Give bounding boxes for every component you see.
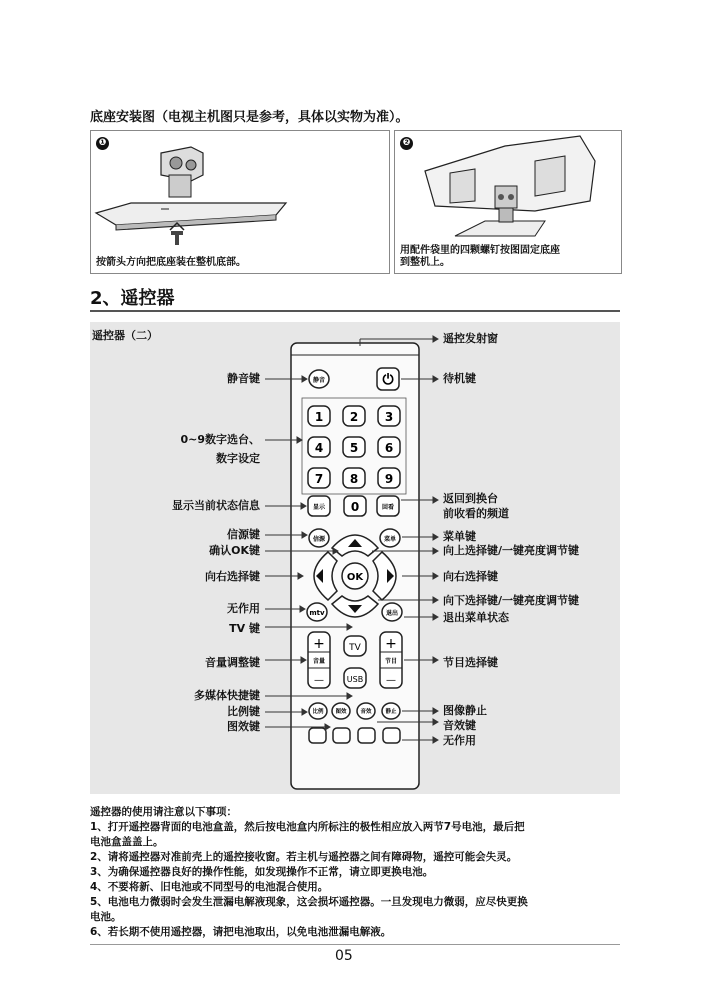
label-ratio: 比例键 [227, 705, 260, 718]
label-return-2: 前收看的频道 [443, 507, 509, 520]
arrow-icon [433, 614, 438, 620]
label-media: 多媒体快捷键 [194, 689, 260, 702]
arrow-icon [433, 573, 438, 579]
label-program: 节目选择键 [443, 656, 498, 669]
digit-button[interactable] [343, 437, 365, 457]
mtv-button-label: mtv [309, 609, 325, 617]
power-button[interactable] [377, 368, 399, 390]
arrow-icon [433, 708, 438, 714]
label-sound: 音效键 [443, 719, 476, 732]
arrow-icon [433, 497, 438, 503]
digit-label: 7 [314, 472, 324, 486]
note-line: 5、电池电力微弱时会发生泄漏电解液现象，这会损坏遥控器。一旦发现电力微弱，应尽快更换 [90, 896, 528, 908]
label-ok: 确认OK键 [209, 544, 260, 557]
label-mute: 静音键 [227, 372, 260, 385]
figure-number: ❶ [96, 137, 109, 150]
digit-label: 6 [384, 441, 394, 455]
mute-button[interactable] [309, 370, 329, 388]
figure-1-caption: 按箭头方向把底座装在整机底部。 [96, 257, 246, 268]
figure-2-caption-line2: 到整机上。 [400, 257, 450, 268]
usage-notes [90, 805, 630, 940]
source-button[interactable] [309, 529, 329, 547]
blank-button[interactable] [383, 728, 400, 743]
digit-pad [308, 406, 400, 488]
digit-button[interactable] [308, 468, 330, 488]
volume-label: 音量 [312, 658, 326, 665]
section-title: 2、遥控器 [90, 288, 175, 309]
label-down: 向下选择键/一键亮度调节键 [443, 594, 580, 607]
note-line: 3、为确保遥控器良好的操作性能，如发现操作不正常，请立即更换电池。 [90, 866, 434, 878]
picture-button[interactable] [332, 703, 350, 719]
label-ir: 遥控发射窗 [443, 332, 498, 345]
exit-button-label: 退出 [385, 610, 399, 617]
label-exit: 退出菜单状态 [443, 611, 509, 624]
figure-2-caption-line1: 用配件袋里的四颗螺钉按图固定底座 [400, 245, 560, 256]
channel-plus-icon: + [385, 636, 397, 652]
channel-rocker[interactable] [380, 632, 402, 688]
sound-button-label: 音效 [360, 709, 372, 715]
label-freeze: 图像静止 [443, 704, 487, 717]
label-leftright: 向右选择键 [205, 570, 260, 583]
digit-button[interactable] [343, 406, 365, 426]
ratio-button-label: 比例 [312, 709, 324, 715]
arrow-icon [433, 719, 438, 725]
label-return-1: 返回到换台 [443, 492, 498, 505]
label-none-right: 无作用 [443, 734, 476, 747]
label-standby: 待机键 [443, 372, 476, 385]
section-subtitle: 遥控器（二） [92, 329, 158, 342]
figure-number: ❷ [400, 137, 413, 150]
label-display: 显示当前状态信息 [172, 499, 260, 512]
arrow-icon [433, 657, 438, 663]
channel-minus-icon: — [386, 675, 396, 686]
digit-label: 3 [384, 410, 394, 424]
digit-button[interactable] [308, 406, 330, 426]
label-source: 信源键 [227, 528, 260, 541]
footer-rule [90, 944, 620, 945]
blank-button[interactable] [358, 728, 375, 743]
tv-button-label: TV [349, 643, 361, 653]
notes-heading: 遥控器的使用请注意以下事项： [90, 806, 237, 818]
blank-button[interactable] [309, 728, 326, 743]
label-tv: TV 键 [229, 622, 260, 635]
volume-plus-icon: + [313, 636, 325, 652]
arrow-icon [433, 548, 438, 554]
sound-button[interactable] [357, 703, 375, 719]
note-line: 1、打开遥控器背面的电池盒盖，然后按电池盒内所标注的极性相应放入两节7号电池，最后把 [90, 821, 525, 833]
ratio-button[interactable] [309, 703, 327, 719]
zero-button[interactable] [344, 496, 366, 516]
power-icon: ⏻ [382, 372, 394, 388]
note-line: 2、请将遥控器对准前壳上的遥控接收窗。若主机与遥控器之间有障碍物，遥控可能会失灵。 [90, 851, 518, 863]
blank-button[interactable] [333, 728, 350, 743]
digit-button[interactable] [378, 437, 400, 457]
note-line: 4、不要将新、旧电池或不同型号的电池混合使用。 [90, 881, 329, 893]
display-button[interactable] [308, 496, 330, 516]
label-right: 向右选择键 [443, 570, 498, 583]
label-up: 向上选择键/一键亮度调节键 [443, 544, 580, 557]
note-line: 电池盒盖盖上。 [90, 836, 164, 848]
exit-button[interactable] [382, 603, 402, 621]
mtv-button[interactable] [307, 603, 327, 621]
source-button-label: 信源 [312, 536, 326, 543]
note-line: 电池。 [90, 911, 122, 923]
volume-rocker[interactable] [308, 632, 330, 688]
label-none-left: 无作用 [227, 602, 260, 615]
digit-label: 8 [349, 472, 359, 486]
digit-label: 1 [314, 410, 324, 424]
label-digits-1: 0~9数字选台、 [180, 433, 260, 446]
display-button-label: 显示 [312, 504, 326, 511]
channel-label: 节目 [384, 658, 398, 665]
digit-label: 4 [314, 441, 324, 455]
label-volume: 音量调整键 [205, 656, 260, 669]
arrow-icon [433, 534, 438, 540]
page-number: 05 [335, 948, 353, 964]
arrow-icon [433, 737, 438, 743]
volume-minus-icon: — [314, 675, 324, 686]
install-title: 底座安装图（电视主机图只是参考，具体以实物为准）。 [90, 110, 409, 125]
menu-button-label: 菜单 [383, 536, 397, 543]
note-line: 6、若长期不使用遥控器，请把电池取出，以免电池泄漏电解液。 [90, 926, 392, 938]
mute-button-label: 静音 [312, 377, 326, 384]
freeze-button-label: 静止 [385, 709, 397, 715]
zero-button-label: 0 [350, 500, 360, 514]
label-menu: 菜单键 [443, 530, 476, 543]
picture-button-label: 图效 [335, 709, 347, 715]
menu-button[interactable] [380, 529, 400, 547]
digit-label: 5 [349, 441, 359, 455]
digit-button[interactable] [343, 468, 365, 488]
digit-button[interactable] [308, 437, 330, 457]
tv-button[interactable] [344, 636, 366, 656]
digit-button[interactable] [378, 406, 400, 426]
usb-button[interactable] [344, 668, 366, 688]
arrow-icon [433, 336, 438, 342]
arrow-icon [433, 597, 438, 603]
ok-button-label: OK [346, 572, 364, 583]
return-button-label: 回看 [381, 504, 395, 511]
digit-label: 2 [349, 410, 359, 424]
label-digits-2: 数字设定 [216, 452, 260, 465]
digit-label: 9 [384, 472, 394, 486]
label-picture: 图效键 [227, 720, 260, 733]
freeze-button[interactable] [382, 703, 400, 719]
arrow-icon [433, 376, 438, 382]
digit-button[interactable] [378, 468, 400, 488]
return-button[interactable] [377, 496, 399, 516]
usb-button-label: USB [346, 675, 364, 684]
